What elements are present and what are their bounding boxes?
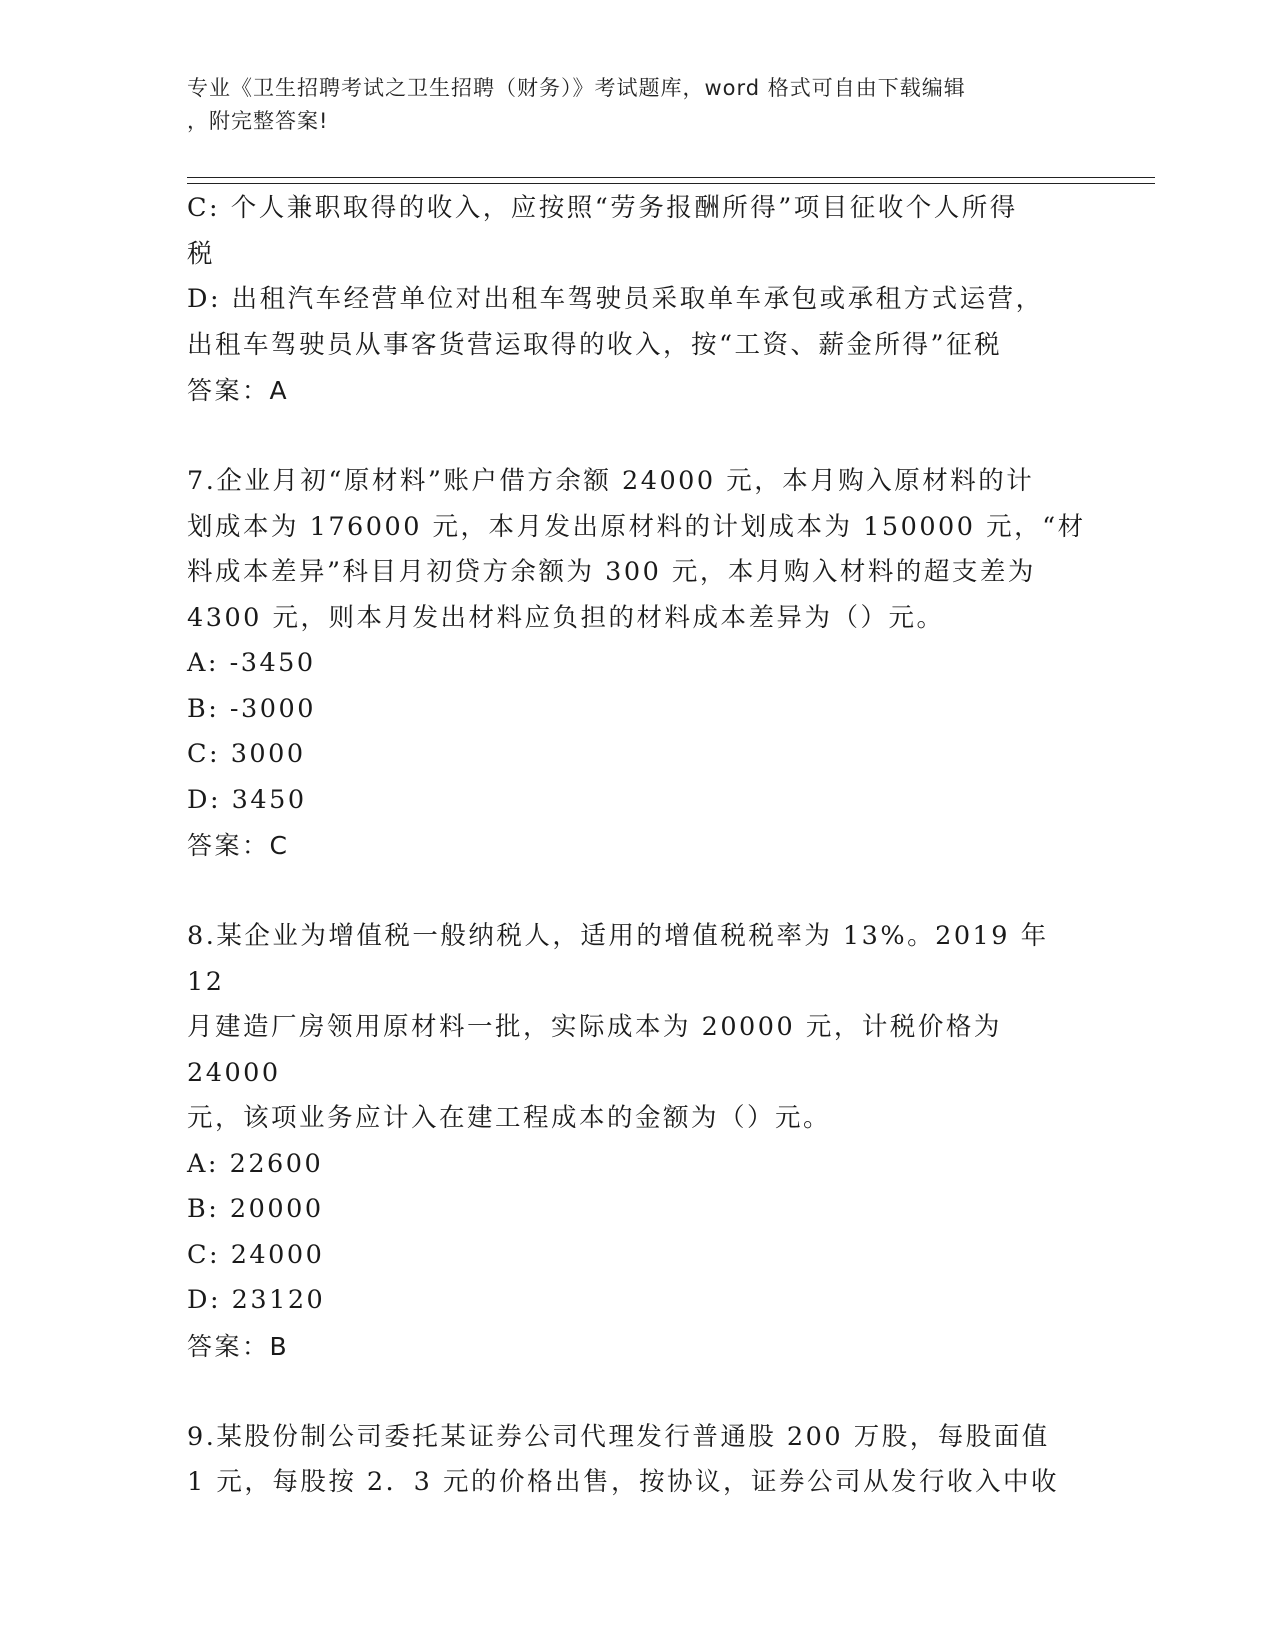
header-line-2: ，附完整答案! <box>187 109 329 133</box>
question-6 <box>187 186 1087 414</box>
q7-option-d: D: 3450 <box>187 784 307 815</box>
q8-option-c: C: 24000 <box>187 1239 325 1270</box>
q9-stem-line-1: 9.某股份制公司委托某证券公司代理发行普通股 200 万股，每股面值 <box>187 1421 1050 1452</box>
q8-option-b: B: 20000 <box>187 1194 324 1224</box>
q8-option-d: D: 23120 <box>187 1285 326 1315</box>
spacer <box>187 869 1087 915</box>
q6-option-c-line-1: C: 个人兼职取得的收入，应按照“劳务报酬所得”项目征收个人所得 <box>187 193 1018 223</box>
header-divider-top <box>187 177 1155 178</box>
q7-option-a: A: -3450 <box>187 648 316 678</box>
q8-stem-line-2: 月建造厂房领用原材料一批，实际成本为 20000 元，计税价格为 24000 <box>187 1012 1002 1088</box>
question-8 <box>187 914 1087 1369</box>
q8-answer: 答案：B <box>187 1331 290 1361</box>
q6-answer: 答案：A <box>187 376 290 405</box>
q7-stem-line-2: 划成本为 176000 元，本月发出原材料的计划成本为 150000 元，“材 <box>187 511 1086 542</box>
spacer <box>187 414 1087 460</box>
q7-stem-line-1: 7.企业月初“原材料”账户借方余额 24000 元，本月购入原材料的计 <box>187 466 1035 496</box>
spacer <box>187 1369 1087 1415</box>
q6-option-c-line-2: 税 <box>187 238 216 269</box>
document-header <box>187 72 1087 138</box>
q8-stem-line-1: 8.某企业为增值税一般纳税人，适用的增值税税率为 13%。2019 年 12 <box>187 921 1049 997</box>
q7-answer: 答案：C <box>187 831 290 860</box>
question-9 <box>187 1415 1087 1506</box>
q8-option-a: A: 22600 <box>187 1148 324 1179</box>
q9-stem-line-2: 1 元，每股按 2．3 元的价格出售，按协议，证券公司从发行收入中收 <box>187 1467 1059 1497</box>
q7-option-b: B: -3000 <box>187 693 316 724</box>
q7-option-c: C: 3000 <box>187 739 306 769</box>
q8-stem-line-3: 元，该项业务应计入在建工程成本的金额为（）元。 <box>187 1103 832 1133</box>
q6-option-d-line-1: D: 出租汽车经营单位对出租车驾驶员采取单车承包或承租方式运营， <box>187 284 1044 314</box>
q6-option-d-line-2: 出租车驾驶员从事客货营运取得的收入，按“工资、薪金所得”征税 <box>187 329 1003 360</box>
question-7 <box>187 459 1087 869</box>
q7-stem-line-4: 4300 元，则本月发出材料应负担的材料成本差异为（）元。 <box>187 602 945 633</box>
header-line-1: 专业《卫生招聘考试之卫生招聘（财务）》考试题库，word 格式可自由下载编辑 <box>187 76 966 100</box>
q7-stem-line-3: 料成本差异”科目月初贷方余额为 300 元，本月购入材料的超支差为 <box>187 557 1036 587</box>
document-body <box>187 186 1087 1506</box>
header-divider-bottom <box>187 183 1155 184</box>
